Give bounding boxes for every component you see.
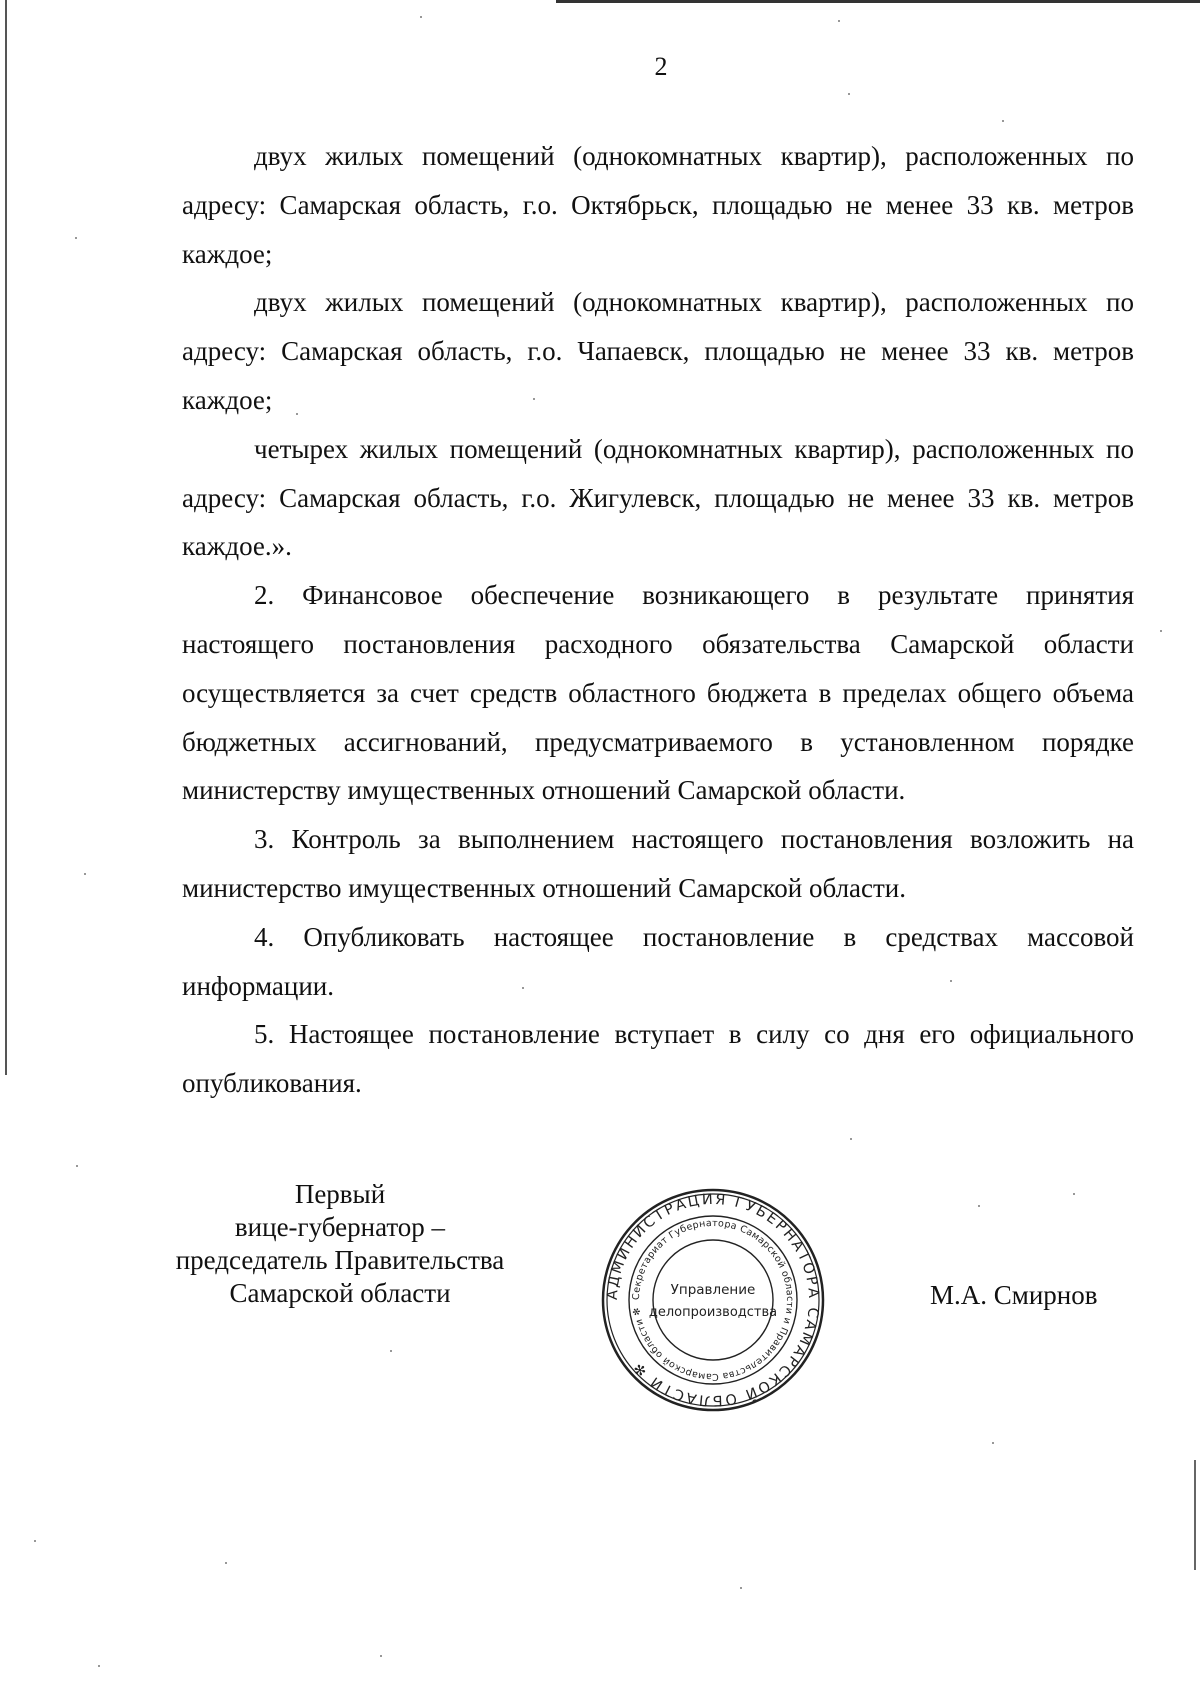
scan-speck bbox=[848, 93, 850, 95]
scan-speck bbox=[522, 987, 524, 989]
seal-inner-text: Секретариат Губернатора Самарской области и Правительства Самарской области ✻ bbox=[630, 1217, 796, 1383]
paragraph-zhigulevsk: четырех жилых помещений (однокомнатных квартир), расположенных по адресу: Самарская область, г.о. Жигулевск, площадью не менее 33 кв. метров каждое.». bbox=[182, 433, 1134, 562]
scan-speck bbox=[84, 873, 86, 875]
seal-outer-text: АДМИНИСТРАЦИЯ ГУБЕРНАТОРА САМАРСКОЙ ОБЛАСТИ ✻ bbox=[604, 1191, 822, 1409]
scan-speck bbox=[850, 1138, 852, 1140]
signatory-title-line: Первый bbox=[294, 1179, 386, 1209]
paragraph-item-4-publish: 4. Опубликовать настоящее постановление в средствах массовой информации. bbox=[182, 921, 1134, 1001]
paragraph-chapaevsk: двух жилых помещений (однокомнатных квартир), расположенных по адресу: Самарская область, г.о. Чапаевск, площадью не менее 33 кв. метров каждое; bbox=[182, 287, 1134, 415]
scan-speck bbox=[380, 1655, 382, 1657]
scan-speck bbox=[992, 1442, 994, 1444]
page-number: 2 bbox=[654, 52, 668, 81]
signatory-title bbox=[150, 1178, 530, 1310]
scan-speck bbox=[1073, 1193, 1075, 1195]
signatory-title-line: председатель Правительства bbox=[175, 1245, 505, 1275]
scan-speck bbox=[1002, 120, 1004, 122]
scan-speck bbox=[390, 1350, 392, 1352]
top-edge-rule bbox=[556, 0, 1200, 3]
seal-middle-ring bbox=[629, 1216, 797, 1384]
paragraph-item-2-financing: 2. Финансовое обеспечение возникающего в результате принятия настоящего постановления расходного обязательства Самарской области осуществляется за счет средств областного бюджета в пределах общего объема бюджетных ассигнований, предусматриваемого в установленном порядке министерству имущественных отношений Самарской области. bbox=[182, 580, 1134, 806]
right-scan-edge bbox=[1194, 1460, 1196, 1570]
signatory-name: М.А. Смирнов bbox=[930, 1280, 1098, 1310]
signatory-title-line: вице-губернатор – bbox=[234, 1212, 446, 1242]
scan-speck bbox=[75, 237, 77, 239]
scan-speck bbox=[225, 1562, 227, 1564]
seal-center-line-1: Управление bbox=[670, 1282, 756, 1298]
scan-speck bbox=[296, 413, 298, 415]
paragraph-item-3-control: 3. Контроль за выполнением настоящего постановления возложить на министерство имущественных отношений Самарской области. bbox=[182, 824, 1134, 903]
official-seal bbox=[600, 1187, 826, 1413]
scan-speck bbox=[34, 1540, 36, 1542]
scan-speck bbox=[740, 1587, 742, 1589]
seal-center-line-2: делопроизводства bbox=[648, 1305, 778, 1320]
paragraph-oktyabrsk: двух жилых помещений (однокомнатных квартир), расположенных по адресу: Самарская область, г.о. Октябрьск, площадью не менее 33 кв. метров каждое; bbox=[182, 141, 1134, 269]
scan-speck bbox=[838, 20, 840, 22]
scan-speck bbox=[978, 1205, 980, 1207]
scan-speck bbox=[533, 398, 535, 400]
seal-inner-ring bbox=[653, 1240, 773, 1360]
left-scan-edge bbox=[5, 0, 7, 1075]
document-body bbox=[182, 132, 1134, 1108]
scan-speck bbox=[98, 1665, 100, 1667]
paragraph-item-5-effect: 5. Настоящее постановление вступает в силу со дня его официального опубликования. bbox=[182, 1019, 1134, 1099]
scan-speck bbox=[420, 16, 422, 18]
scan-speck bbox=[950, 980, 952, 982]
signatory-title-line: Самарской области bbox=[229, 1278, 451, 1308]
scan-speck bbox=[76, 1165, 78, 1167]
scan-speck bbox=[1160, 630, 1162, 632]
